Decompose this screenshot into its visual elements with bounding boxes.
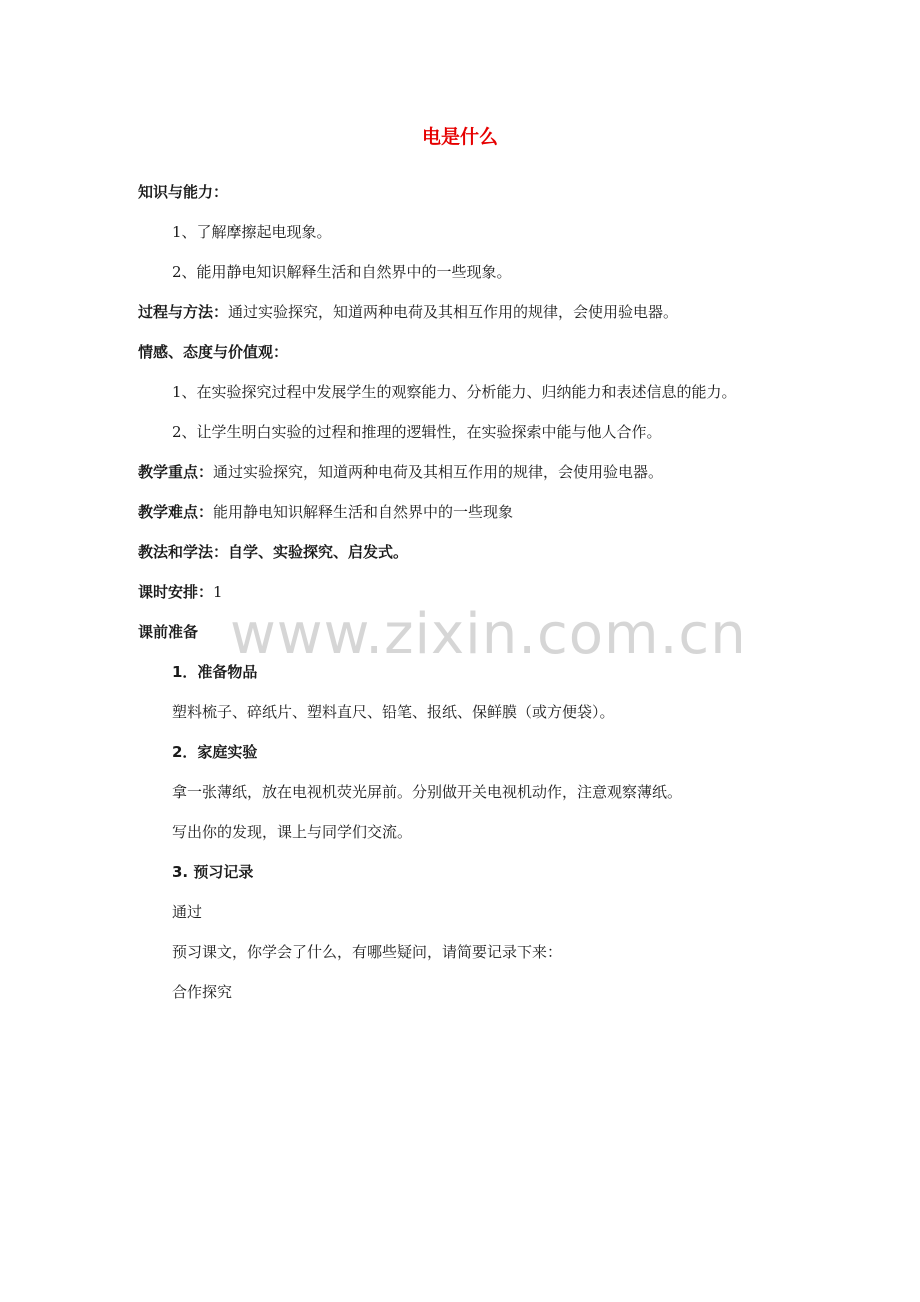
schedule-value: 1 bbox=[213, 583, 223, 601]
prep-section-3-heading: 3. 预习记录 bbox=[172, 863, 254, 881]
difficult-point-paragraph bbox=[138, 501, 513, 523]
key-point-heading: 教学重点： bbox=[138, 463, 214, 481]
prep-heading: 课前准备 bbox=[138, 623, 199, 641]
prep-section-2-line-2: 写出你的发现，课上与同学们交流。 bbox=[172, 823, 413, 841]
schedule-heading: 课时安排： bbox=[138, 583, 214, 601]
key-point-paragraph bbox=[138, 461, 663, 483]
watermark: www.zixin.com.cn bbox=[230, 602, 747, 667]
prep-section-2-heading: 2．家庭实验 bbox=[172, 743, 258, 761]
knowledge-item-2: 2、能用静电知识解释生活和自然界中的一些现象。 bbox=[172, 263, 512, 281]
prep-section-1-line-1: 塑料梳子、碎纸片、塑料直尺、铅笔、报纸、保鲜膜（或方便袋）。 bbox=[172, 703, 615, 721]
knowledge-heading: 知识与能力： bbox=[138, 183, 229, 201]
document-title: 电是什么 bbox=[421, 126, 498, 148]
methods-paragraph: 教法和学法：自学、实验探究、启发式。 bbox=[138, 543, 409, 561]
prep-section-3-line-1: 通过 bbox=[172, 903, 203, 921]
prep-section-3-line-2: 预习课文，你学会了什么，有哪些疑问，请简要记录下来： bbox=[172, 943, 563, 961]
attitude-heading: 情感、态度与价值观： bbox=[138, 343, 289, 361]
key-point-text: 通过实验探究，知道两种电荷及其相互作用的规律，会使用验电器。 bbox=[213, 463, 664, 481]
process-heading: 过程与方法： bbox=[138, 303, 229, 321]
attitude-item-1: 1、在实验探究过程中发展学生的观察能力、分析能力、归纳能力和表述信息的能力。 bbox=[172, 383, 737, 401]
process-text: 通过实验探究，知道两种电荷及其相互作用的规律，会使用验电器。 bbox=[228, 303, 679, 321]
difficult-point-text: 能用静电知识解释生活和自然界中的一些现象 bbox=[213, 503, 514, 521]
knowledge-item-1: 1、了解摩擦起电现象。 bbox=[172, 223, 332, 241]
prep-section-3-line-3: 合作探究 bbox=[172, 983, 233, 1001]
difficult-point-heading: 教学难点： bbox=[138, 503, 214, 521]
prep-section-1-heading: 1．准备物品 bbox=[172, 663, 258, 681]
prep-section-2-line-1: 拿一张薄纸，放在电视机荧光屏前。分别做开关电视机动作，注意观察薄纸。 bbox=[172, 783, 683, 801]
schedule-paragraph bbox=[138, 581, 223, 603]
process-paragraph bbox=[138, 301, 678, 323]
attitude-item-2: 2、让学生明白实验的过程和推理的逻辑性，在实验探索中能与他人合作。 bbox=[172, 423, 662, 441]
